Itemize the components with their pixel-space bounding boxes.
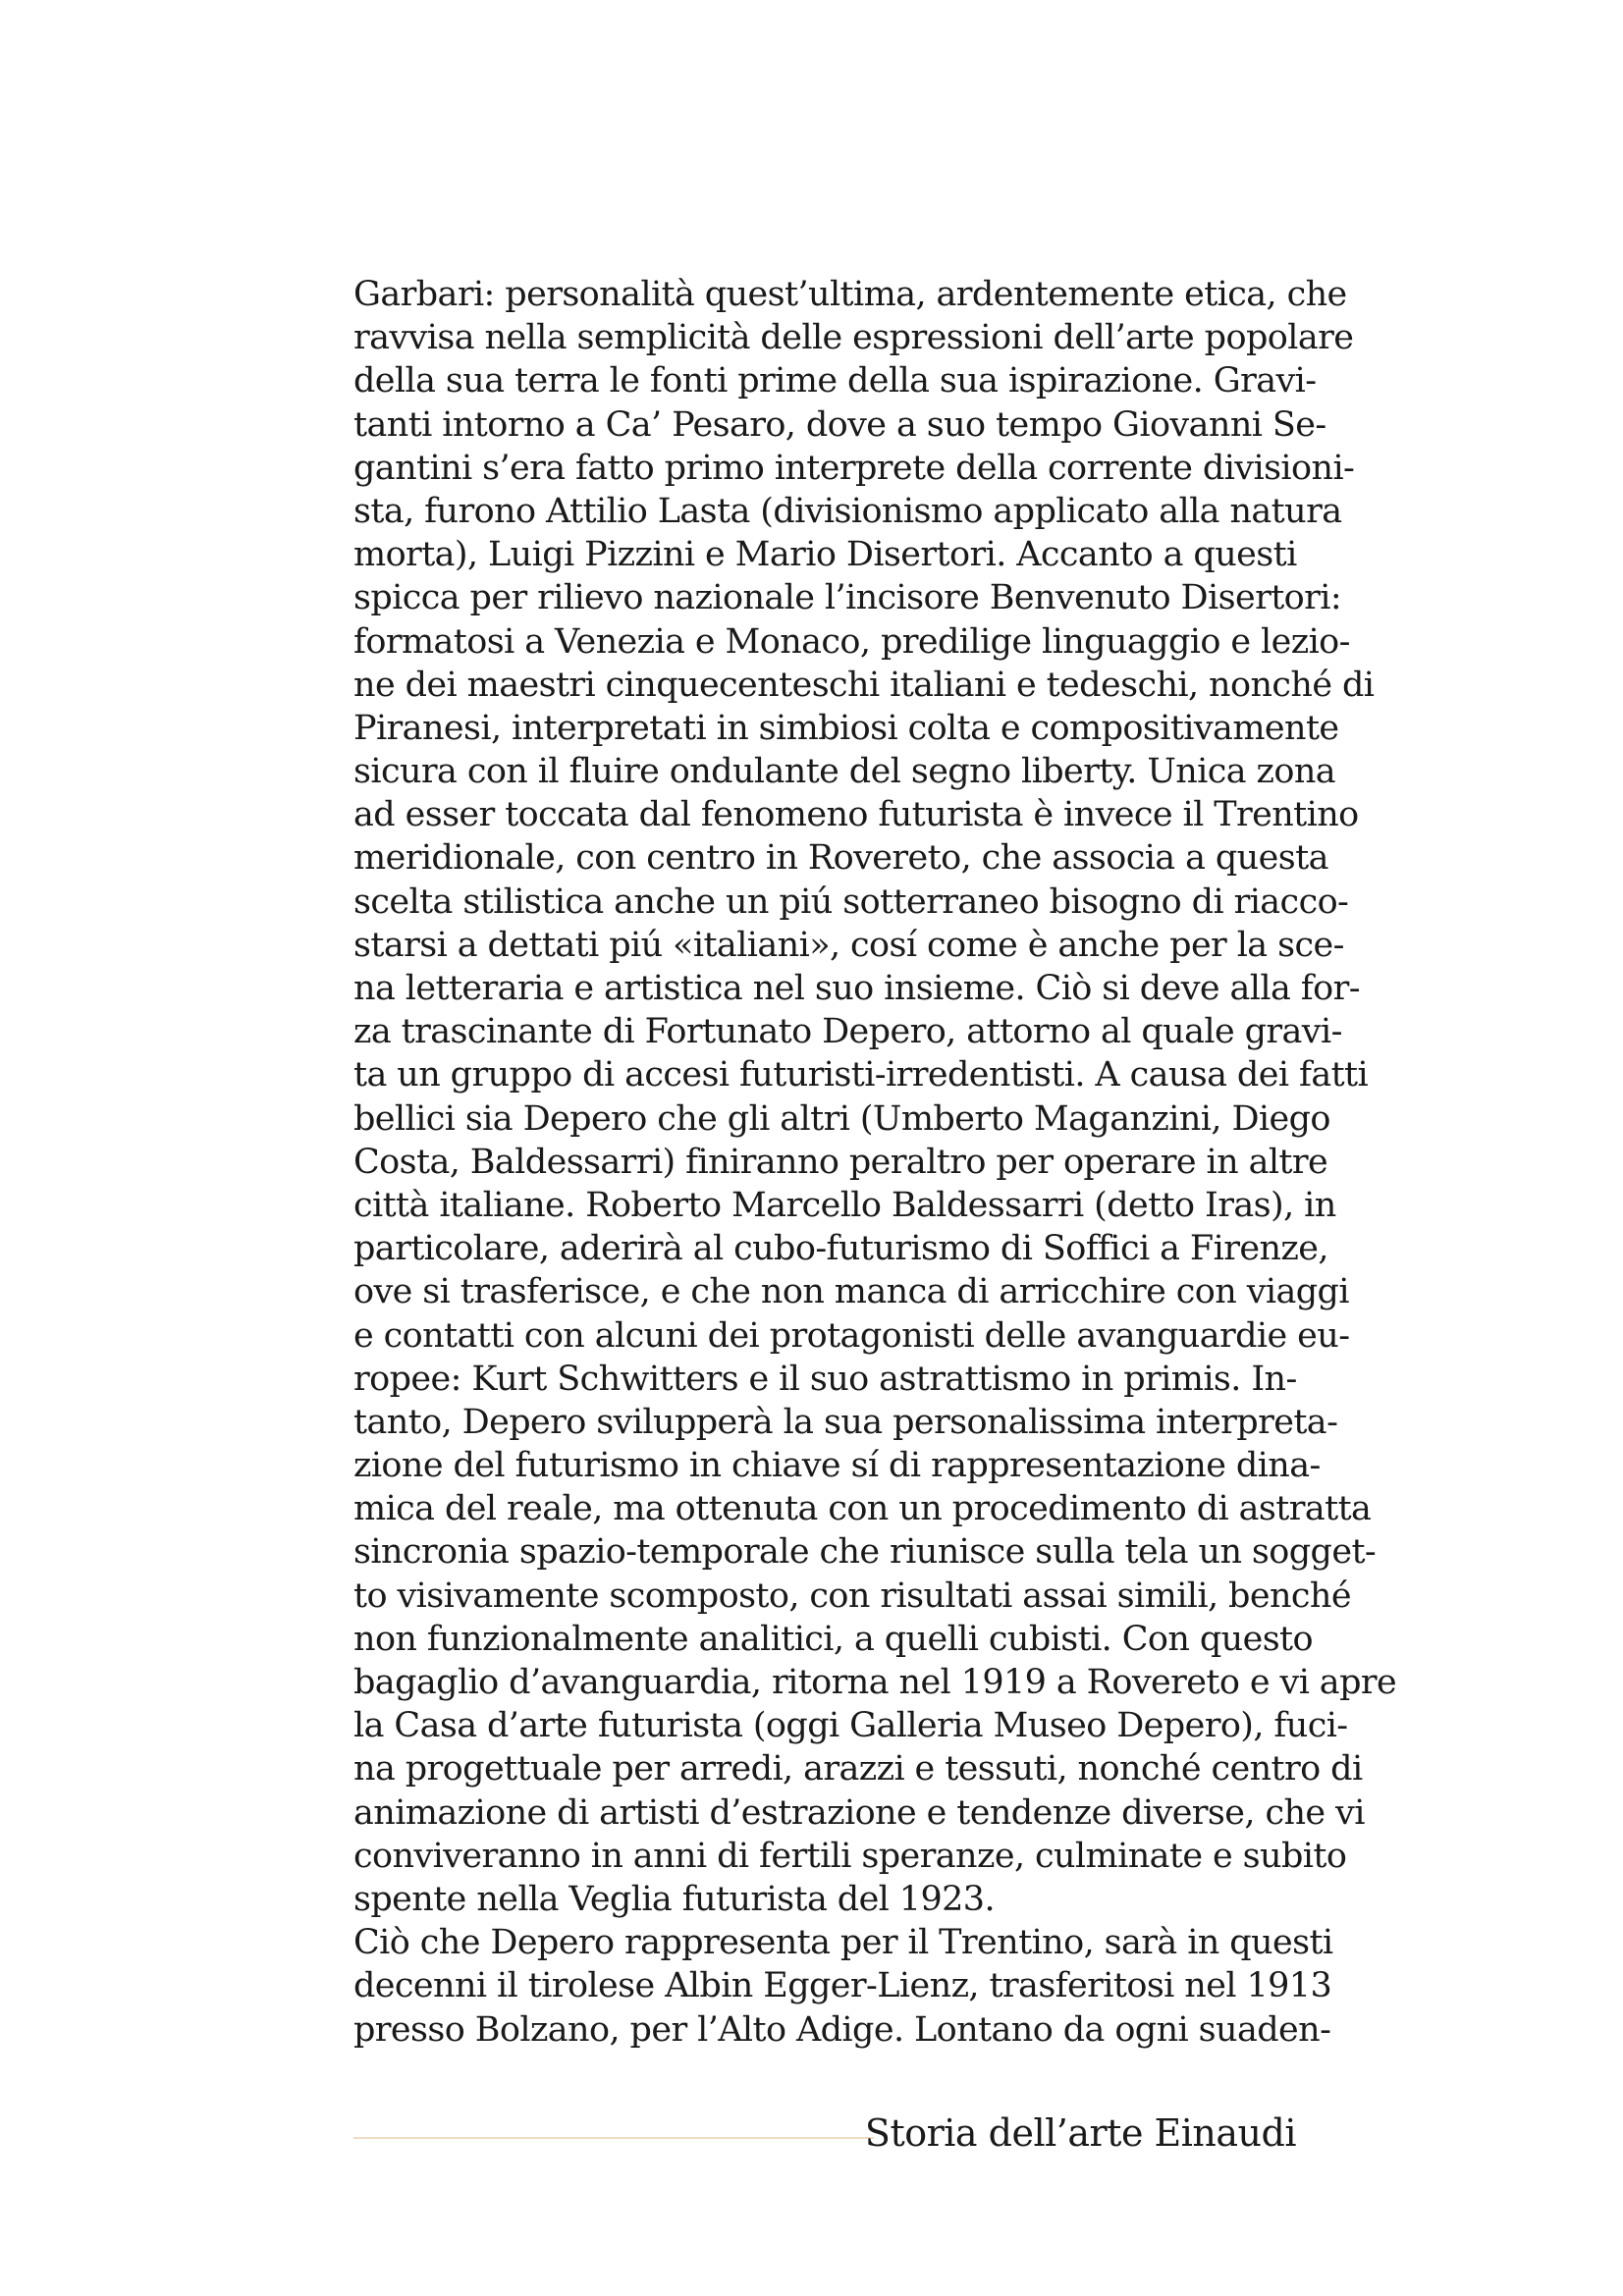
text-line: mica del reale, ma ottenuta con un procedimento di astratta	[353, 1489, 1372, 1529]
text-line: ravvisa nella semplicità delle espressioni dell’arte popolare	[353, 318, 1354, 358]
text-line: conviveranno in anni di fertili speranze, culminate e subito	[353, 1836, 1347, 1876]
text-line: ta un gruppo di accesi futuristi-irredentisti. A causa dei fatti	[353, 1055, 1369, 1095]
text-line: animazione di artisti d’estrazione e tendenze diverse, che vi	[353, 1792, 1365, 1833]
text-line: tanti intorno a Ca’ Pesaro, dove a suo tempo Giovanni Se-	[353, 404, 1326, 445]
text-line: meridionale, con centro in Rovereto, che associa a questa	[353, 838, 1328, 879]
text-line: spente nella Veglia futurista del 1923.	[353, 1879, 995, 1919]
text-line: particolare, aderirà al cubo-futurismo di Soffici a Firenze,	[353, 1229, 1328, 1269]
text-line: sicura con il fluire ondulante del segno liberty. Unica zona	[353, 752, 1336, 792]
text-line: ad esser toccata dal fenomeno futurista è invece il Trentino	[353, 795, 1359, 835]
text-line: la Casa d’arte futurista (oggi Galleria Museo Depero), fuci-	[353, 1706, 1348, 1746]
text-line: decenni il tirolese Albin Egger-Lienz, trasferitosi nel 1913	[353, 1966, 1332, 2006]
text-line: Garbari: personalità quest’ultima, ardentemente etica, che	[353, 275, 1347, 314]
footer-rule	[353, 2137, 874, 2139]
text-line: gantini s’era fatto primo interprete della corrente divisioni-	[353, 448, 1355, 488]
text-line: scelta stilistica anche un piú sotterraneo bisogno di riacco-	[353, 881, 1349, 922]
text-line: città italiane. Roberto Marcello Baldessarri (detto Iras), in	[353, 1185, 1336, 1225]
footer-title: Storia dell’arte Einaudi	[864, 2111, 1296, 2155]
text-line: Ciò che Depero rappresenta per il Trentino, sarà in questi	[353, 1923, 1333, 1963]
text-line: ne dei maestri cinquecenteschi italiani e tedeschi, nonché di	[353, 665, 1375, 705]
text-line: formatosi a Venezia e Monaco, predilige linguaggio e lezio-	[353, 621, 1350, 662]
text-line: della sua terra le fonti prime della sua ispirazione. Gravi-	[353, 361, 1317, 401]
text-line: ropee: Kurt Schwitters e il suo astrattismo in primis. In-	[353, 1359, 1297, 1399]
text-line: na progettuale per arredi, arazzi e tessuti, nonché centro di	[353, 1749, 1363, 1789]
text-line: tanto, Depero svilupperà la sua personalissima interpreta-	[353, 1402, 1338, 1442]
text-line: starsi a dettati piú «italiani», cosí come è anche per la sce-	[353, 925, 1344, 965]
text-line: e contatti con alcuni dei protagonisti delle avanguardie eu-	[353, 1315, 1350, 1356]
text-line: morta), Luigi Pizzini e Mario Disertori. Accanto a questi	[353, 535, 1297, 575]
text-line: to visivamente scomposto, con risultati assai simili, benché	[353, 1575, 1351, 1616]
text-line: na letteraria e artistica nel suo insieme. Ciò si deve alla for-	[353, 969, 1360, 1008]
text-line: zione del futurismo in chiave sí di rappresentazione dina-	[353, 1446, 1321, 1486]
text-line: bagaglio d’avanguardia, ritorna nel 1919 a Rovereto e vi apre	[353, 1663, 1397, 1702]
text-line: sincronia spazio-temporale che riunisce sulla tela un sogget-	[353, 1532, 1377, 1573]
text-line: non funzionalmente analitici, a quelli cubisti. Con questo	[353, 1619, 1313, 1659]
paragraph	[353, 273, 1397, 1921]
text-line: Costa, Baldessarri) finiranno peraltro per operare in altre	[353, 1142, 1328, 1182]
paragraph	[353, 1921, 1333, 2052]
text-line: sta, furono Attilio Lasta (divisionismo applicato alla natura	[353, 491, 1342, 531]
text-line: bellici sia Depero che gli altri (Umberto Maganzini, Diego	[353, 1098, 1330, 1139]
text-line: Piranesi, interpretati in simbiosi colta e compositivamente	[353, 708, 1339, 748]
body-text	[353, 273, 1397, 2052]
text-line: ove si trasferisce, e che non manca di arricchire con viaggi	[353, 1272, 1349, 1312]
text-line: za trascinante di Fortunato Depero, attorno al quale gravi-	[353, 1012, 1342, 1052]
text-line: spicca per rilievo nazionale l’incisore Benvenuto Disertori:	[353, 578, 1342, 618]
text-line: presso Bolzano, per l’Alto Adige. Lontano da ogni suaden-	[353, 2009, 1331, 2050]
